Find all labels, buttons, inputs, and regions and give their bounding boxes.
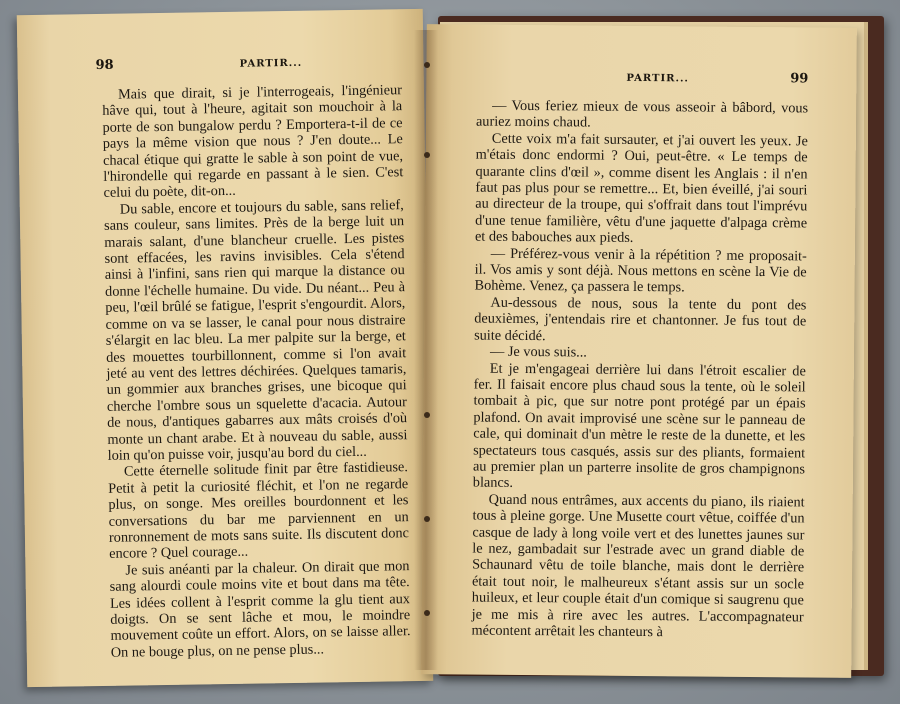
left-page-text: [102, 82, 411, 661]
binding-stitch: [424, 412, 430, 418]
left-page: [17, 9, 434, 687]
paragraph: — Préférez-vous venir à la répétition ? me proposait-il. Vos amis y sont déjà. Nous mettons en scène la Vie de Bohème. Venez, ça passera le temps.: [474, 245, 807, 296]
paragraph: — Je vous suis...: [489, 343, 587, 361]
paragraph: Cette voix m'a fait sursauter, et j'ai ouvert les yeux. Je m'étais donc endormi ? Oui, peut-être. « Le temps de quarante clins d'œil », comme disent les Anglais : il n'en faut pas plus pour se remettre... Et, bien éveillé, j'ai souri au directeur de la troupe, qui s'offrait dans tout l'imprévu d'une tenue familière, vêtu d'une jaquette d'alpaga crème et des babouches aux pieds.: [474, 130, 808, 247]
right-running-title: PARTIR...: [626, 72, 689, 85]
binding-stitch: [424, 610, 430, 616]
left-running-title: PARTIR...: [239, 57, 303, 70]
paragraph: Quand nous entrâmes, aux accents du piano, ils riaient tous à pleine gorge. Une Musette court vêtue, coiffée d'un casque de lady à long voile vert et des lunettes jaunes sur le nez, gambadait sur l'estrade avec un grand diable de Schaunard vêtu de toile blanche, mais dont le derrière était tout noir, le malheureux s'étant assis sur un socle huileux, et leur couple était d'un comique si saugrenu que je me mis à rire avec les autres. L'accompagnateur mécontent arrêtait les chanteurs à: [471, 491, 805, 641]
right-page-header: [476, 69, 808, 87]
paragraph: Mais que dirait, si je l'interrogeais, l'ingénieur hâve qui, tout à l'heure, agitait son mouchoir à la porte de son bungalow perdu ? Emportera-t-il de ce pays la même vision que nous ? J'en doute... Le chacal étique qui gratte le sable à son point de vue, l'hirondelle qui regarde en passant à le sien. C'est celui du poète, dit-on...: [102, 82, 404, 202]
binding-stitch: [424, 516, 430, 522]
paragraph: Et je m'engageai derrière lui dans l'étroit escalier de fer. Il faisait encore plus chaud sous la tente, où le soleil tombait à pic, que sur notre pont protégé par un épais plafond. On avait improvisé une scène sur le panneau de cale, qui dominait d'un mètre le reste de la dunette, et les spectateurs tous casqués, assis sur des pliants, formaient au premier plan un parterre insolite de gros champignons blancs.: [472, 360, 806, 492]
paragraph: Au-dessous de nous, sous la tente du pont des deuxièmes, j'entendais rire et chantonner. Je fus tout de suite décidé.: [474, 294, 807, 344]
binding-stitch: [424, 152, 430, 158]
right-page-text: [471, 98, 808, 642]
left-page-header: [95, 53, 401, 73]
paragraph: Cette éternelle solitude finit par être fastidieuse. Petit à petit la curiosité fléchit, et l'on ne regarde plus, on songe. Mes oreilles bourdonnent et les conversations du bar me parviennent en un ronronnement de mots sans suite. Ils discutent donc encore ? Quel courage...: [108, 459, 410, 563]
binding-stitch: [424, 62, 430, 68]
paragraph: Je suis anéanti par la chaleur. On dirait que mon sang alourdi coule moins vite et bout dans ma tête. Les idées collent à l'esprit comme la glu tient aux doigts. On se sent lâche et mou, le moindre mouvement coûte un effort. Alors, on se laisse aller. On ne bouge plus, on ne pense plus...: [109, 557, 411, 661]
right-page: [421, 24, 857, 678]
paragraph: — Vous feriez mieux de vous asseoir à bâbord, vous auriez moins chaud.: [475, 97, 809, 131]
paragraph: Du sable, encore et toujours du sable, sans relief, sans couleur, sans limites. Près de la berge luit un marais salant, d'une blancheur cruelle. Les pistes sont effacées, les ravins invisibles. Cela s'étend ainsi à l'infini, sans rien qui marque la distance ou donne l'échelle humaine. Du vide. Du néant... Peu à peu, l'œil brûlé se fatigue, l'esprit s'engourdit. Alors, comme on va se lasser, le canal pour nous distraire s'élargit en lac bleu. La mer palpite sur la berge, et des mouettes tourbillonnent, comme si l'on avait jeté au vent des lettres déchirées. Quelques tamaris, un gommier aux branches grises, une bicoque qui cherche l'ombre sous un squelette d'acacia. Autour de nous, d'antiques gabarres aux mâts croisés d'où monte un chant arabe. Et à nouveau du sable, aussi loin qu'on puisse voir, jusqu'au bord du ciel...: [103, 197, 408, 464]
right-page-number: 99: [790, 71, 809, 87]
left-page-number: 98: [95, 57, 114, 73]
